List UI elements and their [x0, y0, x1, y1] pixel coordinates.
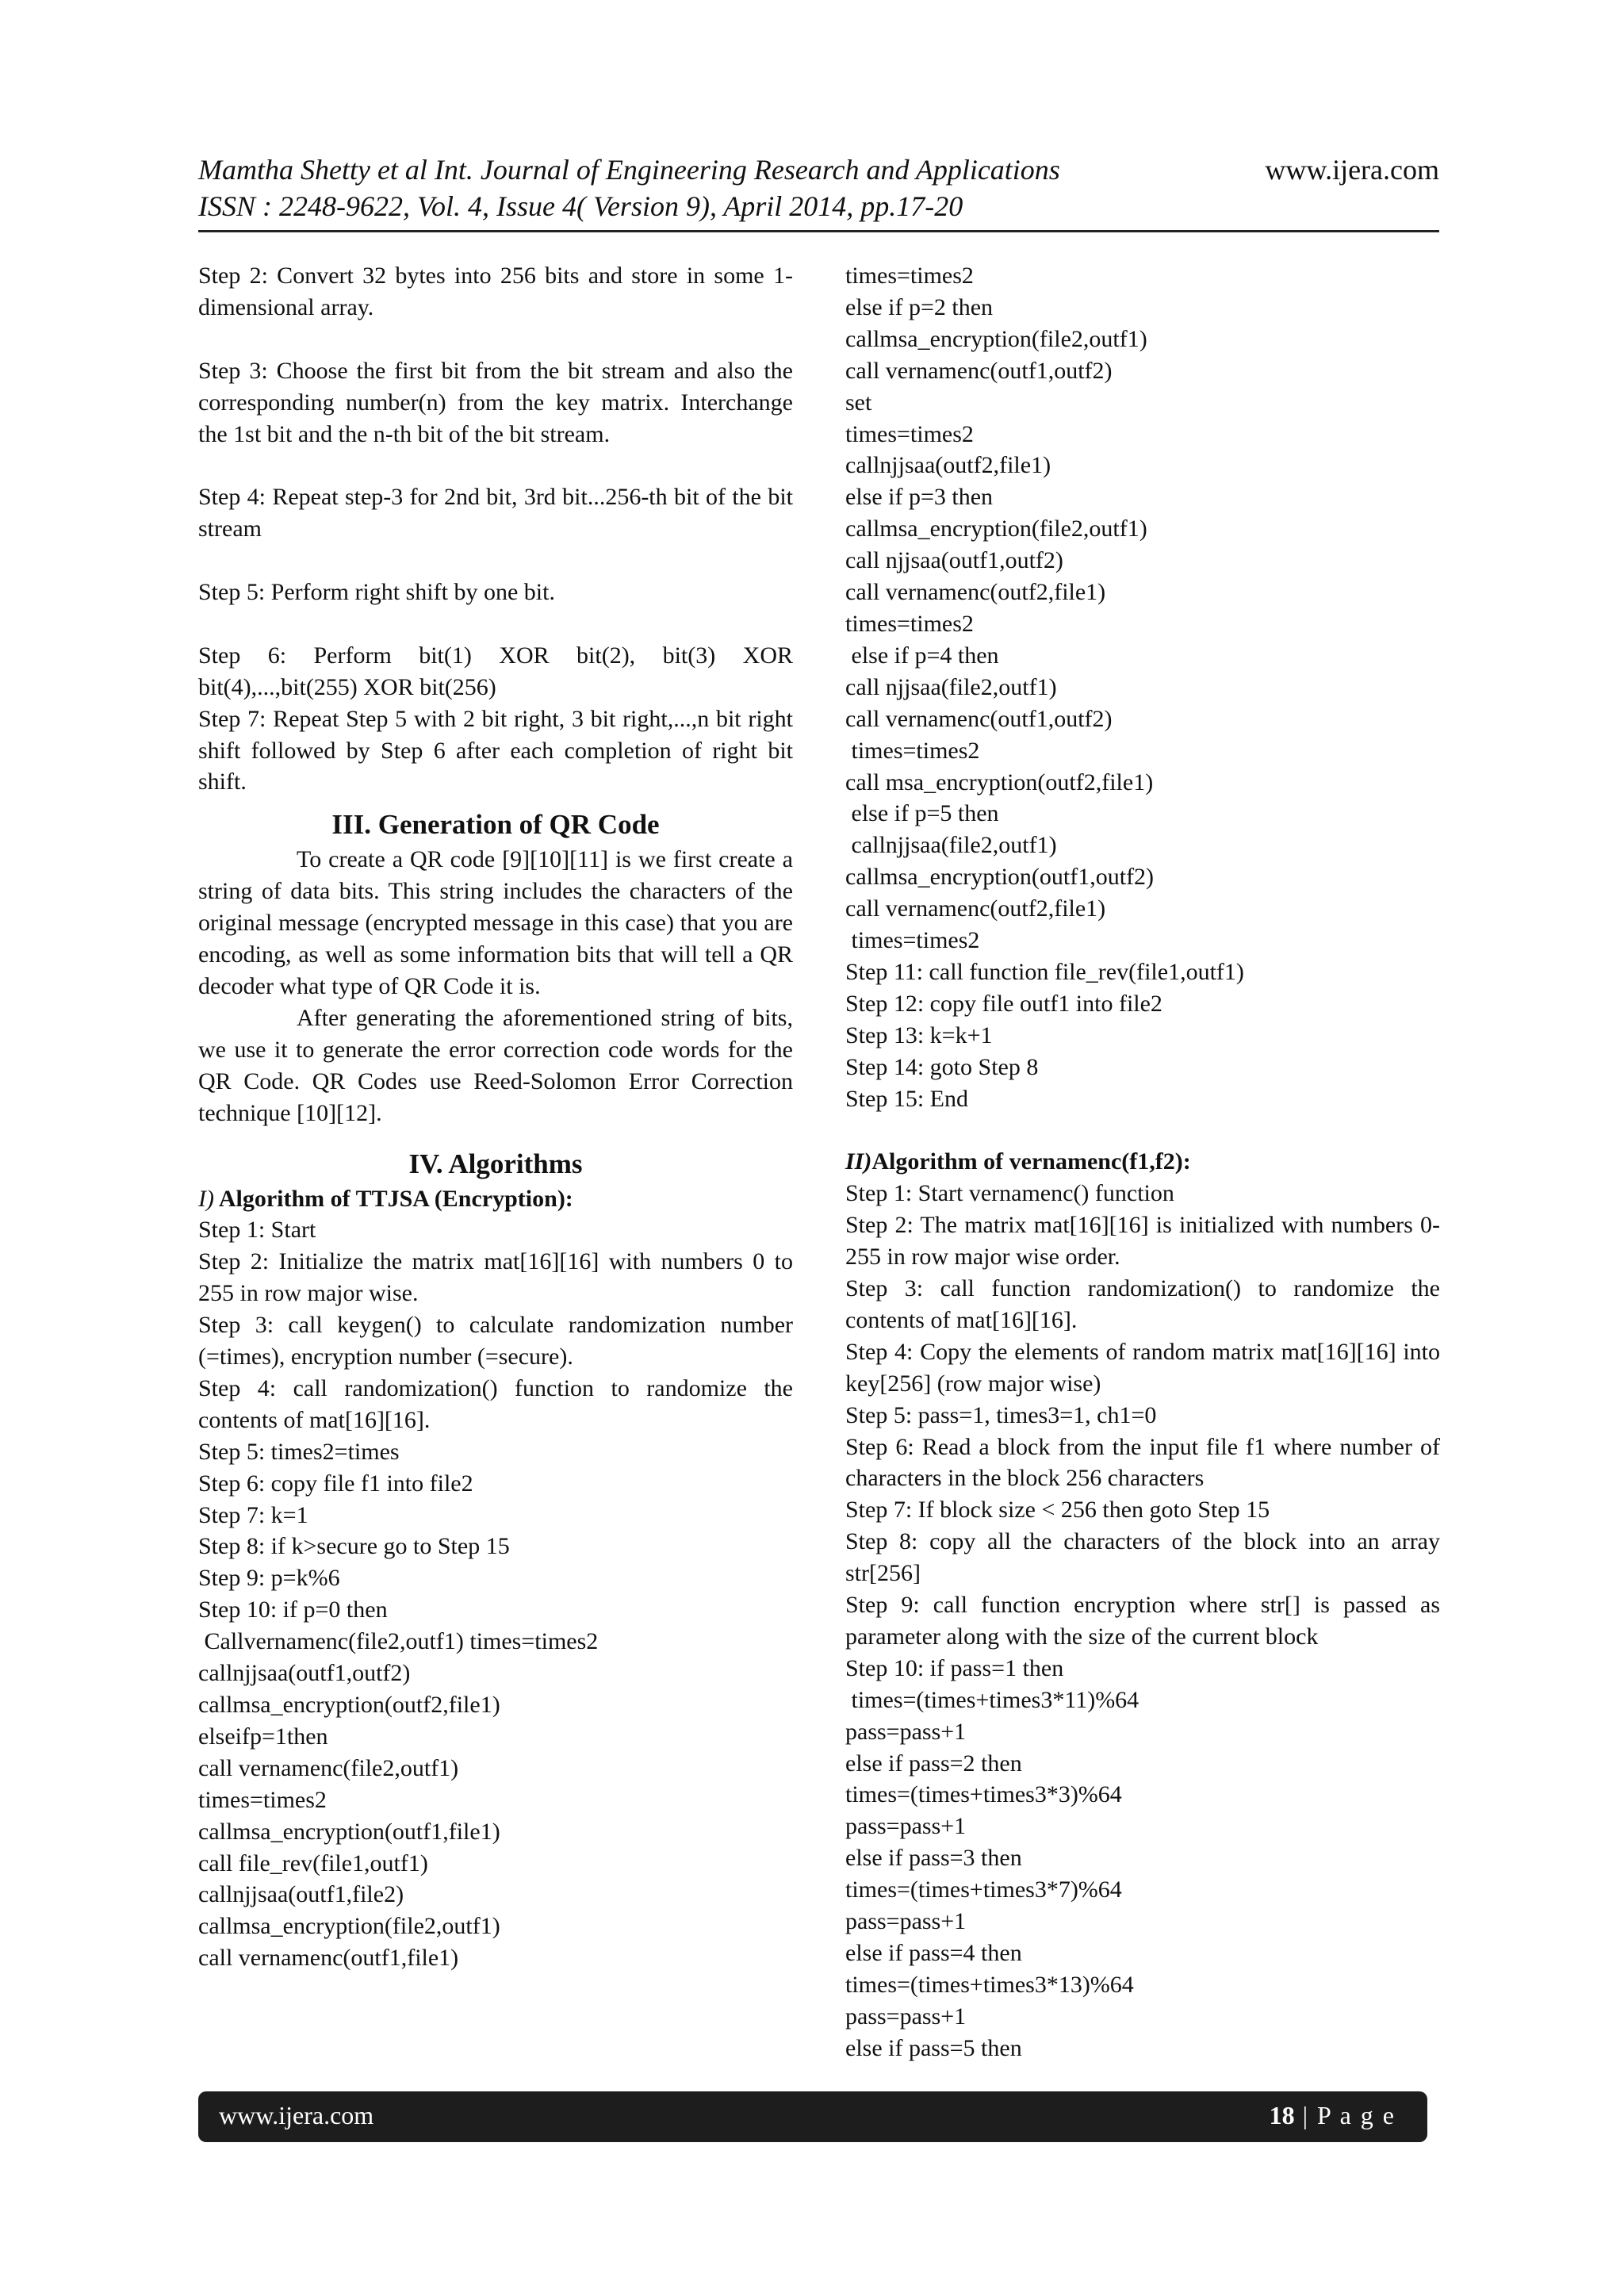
alg2-step-4: Step 4: Copy the elements of random matrix mat[16][16] into key[256] (row major wise) [845, 1338, 1440, 1397]
step-7-paragraph: Step 7: Repeat Step 5 with 2 bit right, 3 bit right,...,n bit right shift followed by Step 6 after each completion of right bit shift. [198, 705, 793, 795]
algorithm-line: else if pass=3 then [845, 1845, 1022, 1872]
page-footer [198, 2091, 1427, 2142]
step-6-paragraph: Step 6: Perform bit(1) XOR bit(2), bit(3) XOR bit(4),...,bit(255) XOR bit(256) [198, 642, 793, 700]
header-journal-line: Mamtha Shetty et al Int. Journal of Engineering Research and Applications [198, 154, 1060, 186]
algorithm-line: pass=pass+1 [845, 1908, 967, 1935]
algorithm-line: callmsa_encryption(outf1,outf2) [845, 864, 1155, 891]
algorithm-line: callmsa_encryption(file2,outf1) [845, 516, 1147, 542]
algorithm-line: times=(times+times3*11)%64 [845, 1686, 1139, 1713]
algorithm-2-lines [845, 1653, 1440, 2064]
alg2-step-5: Step 5: pass=1, times3=1, ch1=0 [845, 1401, 1157, 1428]
algorithm-line: times=times2 [845, 420, 974, 447]
running-header [198, 152, 1439, 232]
algorithm-line: call vernamenc(outf2,file1) [845, 579, 1106, 606]
algorithm-line: else if pass=5 then [845, 2034, 1022, 2061]
algorithm-line: else if pass=4 then [845, 1940, 1022, 1967]
page-label: | P a g e [1294, 2101, 1396, 2129]
alg2-step-7: Step 7: If block size < 256 then goto Step 15 [845, 1497, 1270, 1524]
algorithm-line: Callvernamenc(file2,outf1) times=times2 [198, 1628, 599, 1655]
section-3-heading: III. Generation of QR Code [331, 809, 660, 841]
algorithm-2-heading [845, 1146, 1440, 1178]
algorithm-line: pass=pass+1 [845, 1813, 967, 1840]
step-4-paragraph: Step 4: Repeat step-3 for 2nd bit, 3rd bit...256-th bit of the bit stream [198, 484, 793, 542]
algorithm-line: call vernamenc(outf1,file1) [198, 1945, 459, 1972]
algorithm-line: Step 6: copy file f1 into file2 [198, 1470, 473, 1497]
algorithm-line: else if p=5 then [845, 800, 999, 827]
alg2-step-3: Step 3: call function randomization() to randomize the contents of mat[16][16]. [845, 1274, 1440, 1333]
step-2-paragraph: Step 2: Convert 32 bytes into 256 bits and store in some 1- dimensional array. [198, 263, 793, 320]
alg2-step-9: Step 9: call function encryption where str[] is passed as parameter along with the size of the current block [845, 1592, 1440, 1650]
algorithm-1-continued-lines [845, 260, 1440, 1114]
algorithm-1-title: Algorithm of TTJSA (Encryption): [213, 1185, 573, 1212]
algorithm-line: Step 10: if pass=1 then [845, 1654, 1064, 1681]
algorithm-line: else if p=3 then [845, 484, 994, 511]
step-5-paragraph: Step 5: Perform right shift by one bit. [198, 579, 555, 606]
algorithm-line: Step 13: k=k+1 [845, 1022, 993, 1048]
algorithm-line: times=times2 [845, 927, 980, 954]
algorithm-line: set [845, 389, 872, 416]
left-column [198, 260, 793, 1974]
algorithm-line: call njjsaa(outf1,outf2) [845, 547, 1063, 574]
alg2-step-8: Step 8: copy all the characters of the block into an array str[256] [845, 1528, 1440, 1587]
algorithm-1-number: I) [198, 1185, 214, 1212]
algorithm-line: callnjjsaa(outf1,file2) [198, 1881, 404, 1908]
algorithm-line: call vernamenc(outf1,outf2) [845, 357, 1113, 384]
algorithm-line: Step 10: if p=0 then [198, 1596, 388, 1623]
footer-website[interactable]: www.ijera.com [219, 2101, 374, 2129]
page-number [1270, 2101, 1396, 2130]
algorithm-line: Step 15: End [845, 1085, 968, 1112]
alg1-step-3: Step 3: call keygen() to calculate randomization number (=times), encryption number (=secure). [198, 1312, 793, 1370]
algorithm-line: else if p=2 then [845, 293, 994, 320]
algorithm-line: times=times2 [845, 610, 974, 637]
algorithm-line: Step 11: call function file_rev(file1,outf1) [845, 958, 1244, 985]
algorithm-line: Step 9: p=k%6 [198, 1565, 340, 1592]
algorithm-line: times=times2 [845, 737, 980, 764]
section-4-heading: IV. Algorithms [408, 1148, 583, 1179]
header-website[interactable]: www.ijera.com [1265, 154, 1439, 186]
algorithm-line: Step 14: goto Step 8 [845, 1053, 1039, 1080]
algorithm-line: callnjjsaa(outf2,file1) [845, 452, 1051, 479]
alg1-step-4: Step 4: call randomization() function to randomize the contents of mat[16][16]. [198, 1374, 793, 1433]
algorithm-line: times=(times+times3*3)%64 [845, 1781, 1122, 1808]
alg1-step-1: Step 1: Start [198, 1217, 316, 1244]
algorithm-1-lines [198, 1436, 793, 1974]
alg2-step-1: Step 1: Start vernamenc() function [845, 1180, 1174, 1207]
right-column [845, 260, 1440, 2064]
algorithm-1-heading [198, 1183, 793, 1215]
page-number-value: 18 [1269, 2101, 1295, 2129]
alg1-step-2: Step 2: Initialize the matrix mat[16][16] with numbers 0 to 255 in row major wise. [198, 1248, 793, 1307]
header-issn-line: ISSN : 2248-9622, Vol. 4, Issue 4( Version 9), April 2014, pp.17-20 [198, 190, 963, 222]
algorithm-line: else if pass=2 then [845, 1750, 1022, 1777]
algorithm-line: pass=pass+1 [845, 1718, 967, 1745]
alg2-step-2: Step 2: The matrix mat[16][16] is initialized with numbers 0-255 in row major wise order. [845, 1212, 1440, 1271]
algorithm-line: callnjjsaa(outf1,outf2) [198, 1660, 411, 1687]
algorithm-line: call msa_encryption(outf2,file1) [845, 769, 1154, 795]
algorithm-2-title: Algorithm of vernamenc(f1,f2): [871, 1148, 1191, 1175]
algorithm-line: call vernamenc(outf1,outf2) [845, 705, 1113, 732]
algorithm-line: pass=pass+1 [845, 2003, 967, 2030]
algorithm-2-number: II) [845, 1148, 872, 1175]
algorithm-line: times=times2 [845, 263, 974, 289]
algorithm-line: Step 12: copy file outf1 into file2 [845, 990, 1162, 1017]
algorithm-line: call vernamenc(file2,outf1) [198, 1754, 459, 1781]
qr-paragraph-1: To create a QR code [9][10][11] is we first create a string of data bits. This string includes the characters of the original message (encrypted message in this case) that you are encoding, as well as some information bits that will tell a QR decoder what type of QR Code it is. [198, 846, 793, 999]
algorithm-line: times=times2 [198, 1786, 327, 1813]
qr-paragraph-2: After generating the aforementioned string of bits, we use it to generate the error correction code words for the QR Code. QR Codes use Reed-Solomon Error Correction technique [10][12]. [198, 1004, 793, 1126]
algorithm-line: times=(times+times3*13)%64 [845, 1971, 1134, 1998]
algorithm-line: times=(times+times3*7)%64 [845, 1876, 1122, 1903]
algorithm-line: Step 8: if k>secure go to Step 15 [198, 1533, 510, 1560]
step-3-paragraph: Step 3: Choose the first bit from the bit stream and also the corresponding number(n) from the key matrix. Interchange the 1st bit and the n-th bit of the bit stream. [198, 357, 793, 447]
algorithm-line: call vernamenc(outf2,file1) [845, 895, 1106, 922]
algorithm-line: callmsa_encryption(outf2,file1) [198, 1692, 500, 1718]
alg2-step-6: Step 6: Read a block from the input file f1 where number of characters in the block 256 characters [845, 1433, 1440, 1492]
algorithm-line: callmsa_encryption(file2,outf1) [198, 1913, 500, 1940]
algorithm-line: else if p=4 then [845, 642, 999, 669]
algorithm-line: call file_rev(file1,outf1) [198, 1849, 428, 1876]
algorithm-line: callnjjsaa(file2,outf1) [845, 832, 1057, 859]
algorithm-line: Step 5: times2=times [198, 1438, 400, 1465]
algorithm-line: call njjsaa(file2,outf1) [845, 673, 1057, 700]
algorithm-line: Step 7: k=1 [198, 1501, 308, 1528]
algorithm-line: callmsa_encryption(outf1,file1) [198, 1818, 500, 1845]
algorithm-line: callmsa_encryption(file2,outf1) [845, 325, 1147, 352]
algorithm-line: elseifp=1then [198, 1723, 328, 1750]
